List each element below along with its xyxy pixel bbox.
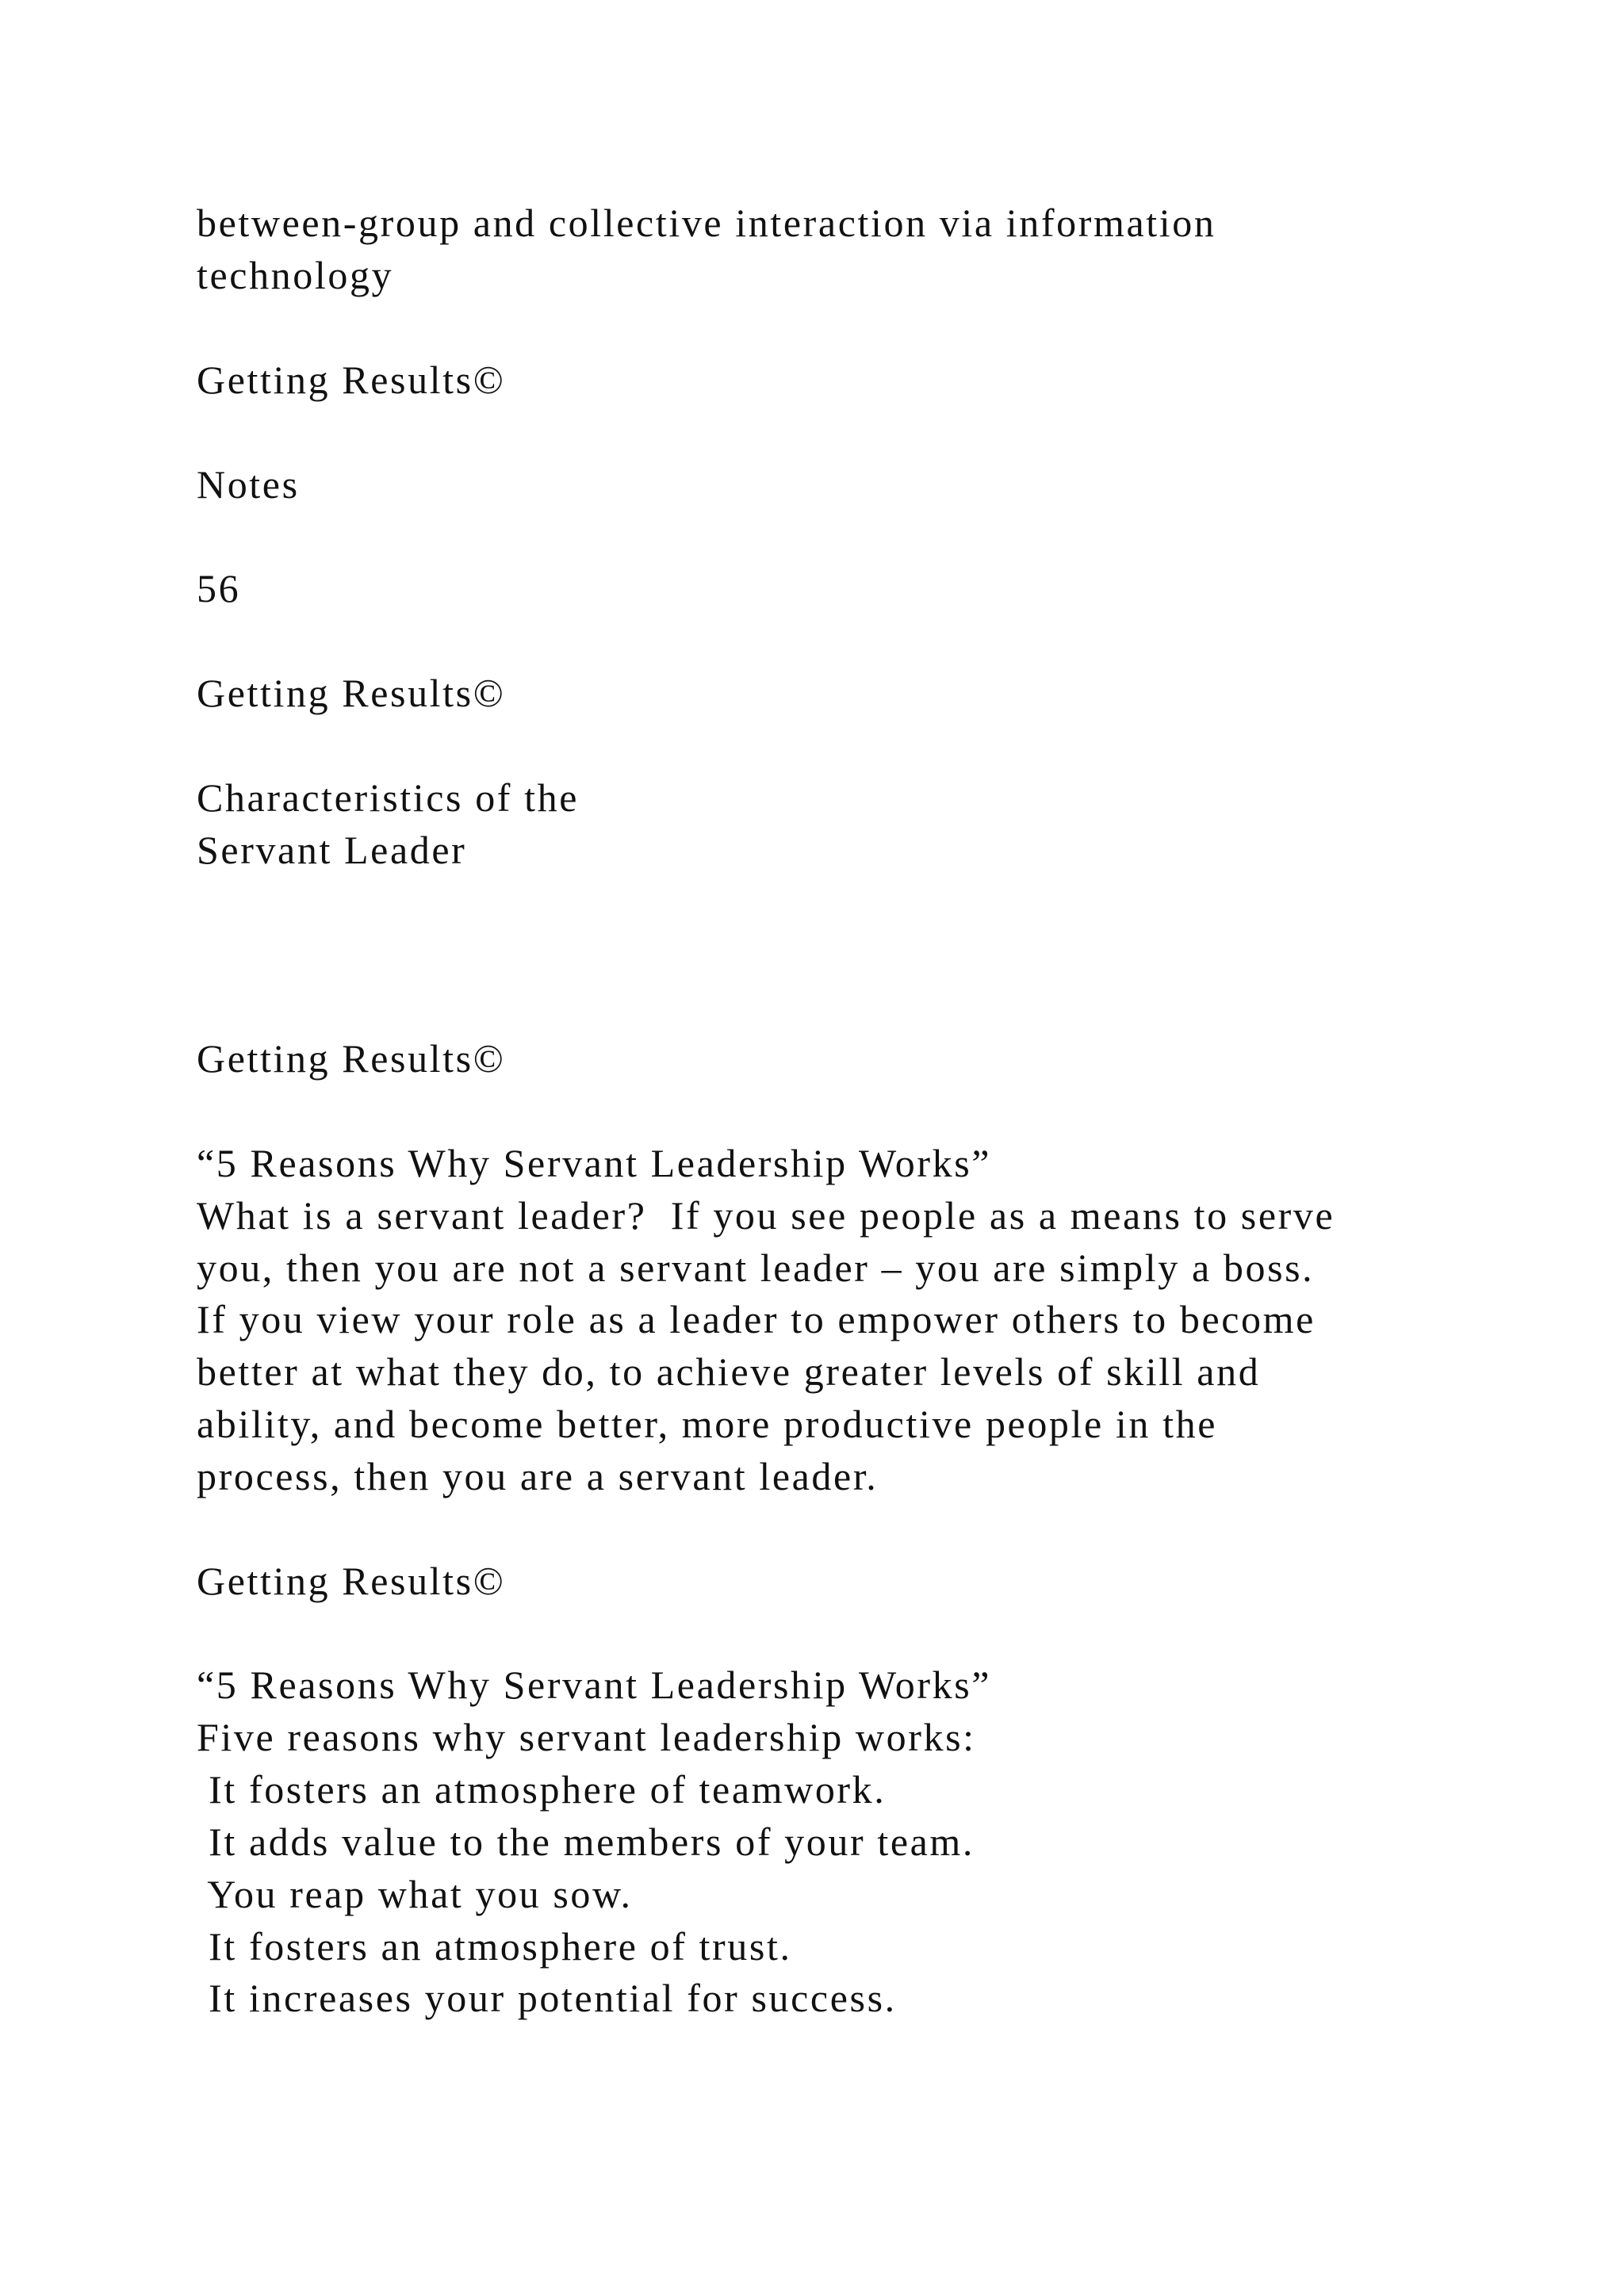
section-header: Getting Results©: [197, 358, 506, 402]
list-intro: Five reasons why servant leadership works:: [197, 1715, 976, 1759]
list-item: You reap what you sow.: [197, 1872, 633, 1916]
paragraph-line: better at what they do, to achieve greater levels of skill and: [197, 1349, 1261, 1394]
slide-title-line: Characteristics of the: [197, 775, 580, 820]
section-header: Getting Results©: [197, 1036, 506, 1081]
section-title: “5 Reasons Why Servant Leadership Works”: [197, 1141, 992, 1185]
notes-label: Notes: [197, 462, 300, 507]
paragraph-line: What is a servant leader? If you see people as a means to serve: [197, 1193, 1335, 1238]
paragraph-line: ability, and become better, more productive people in the: [197, 1402, 1217, 1446]
list-item: It adds value to the members of your team.: [197, 1820, 975, 1864]
paragraph-line: you, then you are not a servant leader – you are simply a boss.: [197, 1246, 1315, 1290]
list-item: It increases your potential for success.: [197, 1976, 897, 2020]
body-text-line: technology: [197, 253, 394, 297]
body-text-line: between-group and collective interaction via information: [197, 201, 1216, 245]
paragraph-line: If you view your role as a leader to empower others to become: [197, 1297, 1316, 1341]
list-item: It fosters an atmosphere of trust.: [197, 1924, 792, 1969]
list-item: It fosters an atmosphere of teamwork.: [197, 1767, 887, 1812]
page-number: 56: [197, 566, 241, 610]
section-title: “5 Reasons Why Servant Leadership Works”: [197, 1663, 992, 1707]
slide-title-line: Servant Leader: [197, 828, 467, 872]
paragraph-line: process, then you are a servant leader.: [197, 1454, 879, 1498]
section-header: Getting Results©: [197, 671, 506, 715]
section-header: Getting Results©: [197, 1559, 506, 1603]
